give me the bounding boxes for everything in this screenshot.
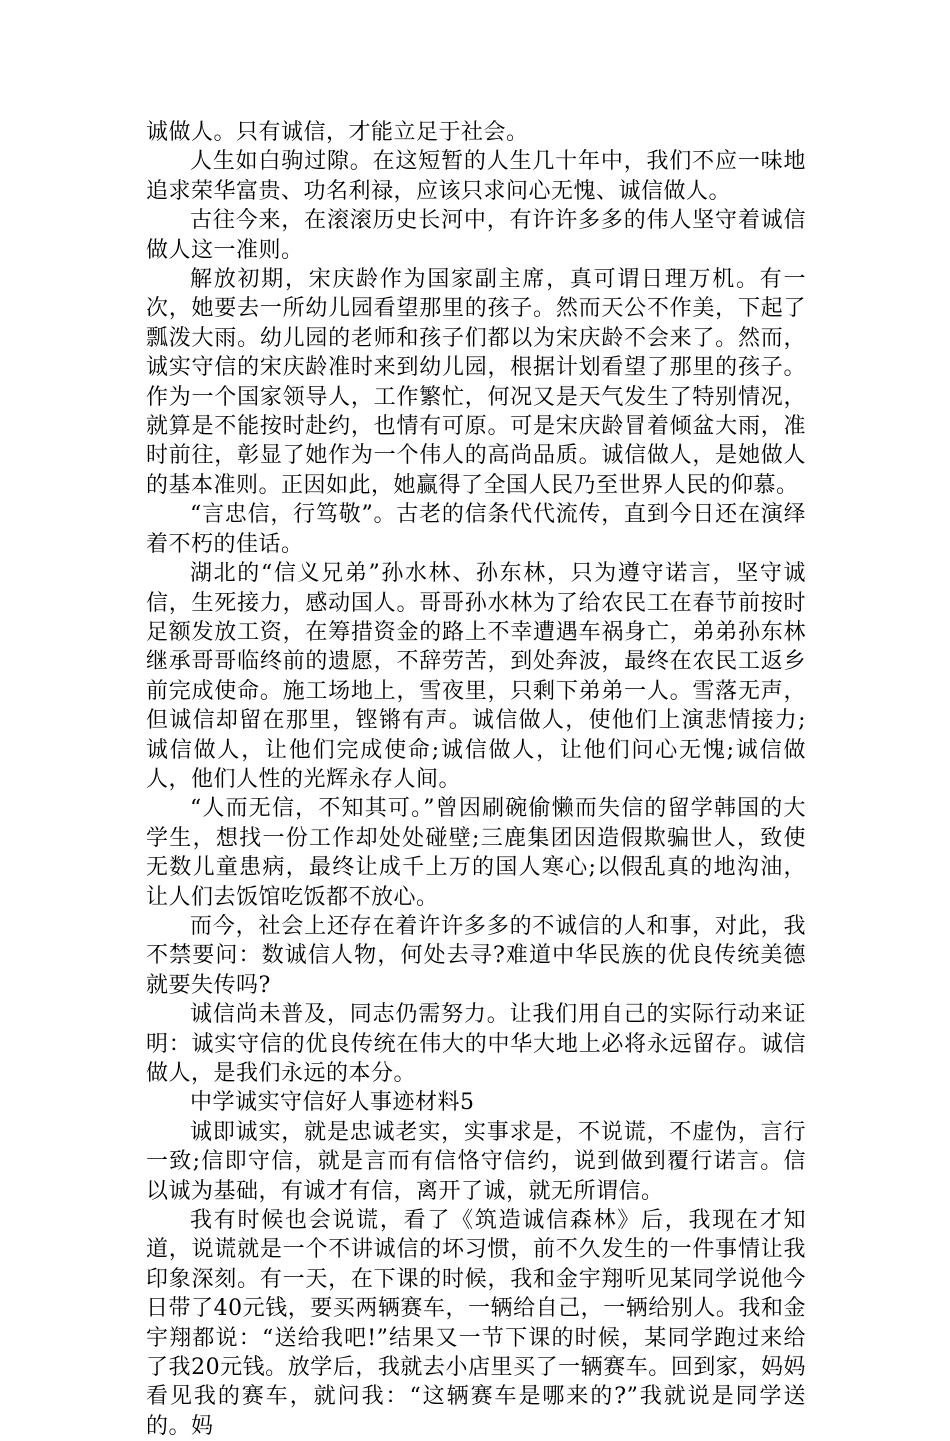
- paragraph: 人生如白驹过隙。在这短暂的人生几十年中，我们不应一味地追求荣华富贵、功名利禄，应该只求问心无愧、诚信做人。: [146, 149, 806, 204]
- paragraph: 古往今来，在滚滚历史长河中，有许许多多的伟人坚守着诚信做人这一准则。: [146, 208, 806, 263]
- paragraph: “人而无信，不知其可。”曾因刷碗偷懒而失信的留学韩国的大学生，想找一份工作却处处碰壁;三鹿集团因造假欺骗世人，致使无数儿童患病，最终让成千上万的国人寒心;以假乱真的地沟油，让人们去饭馆吃饭都不放心。: [146, 796, 806, 910]
- paragraph: 解放初期，宋庆龄作为国家副主席，真可谓日理万机。有一次，她要去一所幼儿园看望那里的孩子。然而天公不作美，下起了瓢泼大雨。幼儿园的老师和孩子们都以为宋庆龄不会来了。然而，诚实守信的宋庆龄准时来到幼儿园，根据计划看望了那里的孩子。作为一个国家领导人，工作繁忙，何况又是天气发生了特别情况，就算是不能按时赴约，也情有可原。可是宋庆龄冒着倾盆大雨，准时前往，彰显了她作为一个伟人的高尚品质。诚信做人，是她做人的基本准则。正因如此，她赢得了全国人民乃至世界人民的仰慕。: [146, 267, 806, 498]
- document-body: [146, 118, 806, 1441]
- section-heading: 中学诚实守信好人事迹材料5: [190, 1090, 475, 1116]
- paragraph: 湖北的“信义兄弟”孙水林、孙东林，只为遵守诺言，坚守诚信，生死接力，感动国人。哥哥孙水林为了给农民工在春节前按时足额发放工资，在筹措资金的路上不幸遭遇车祸身亡，弟弟孙东林继承哥哥临终前的遗愿，不辞劳苦，到处奔波，最终在农民工返乡前完成使命。施工场地上，雪夜里，只剩下弟弟一人。雪落无声，但诚信却留在那里，铿锵有声。诚信做人，使他们上演悲情接力;诚信做人，让他们完成使命;诚信做人，让他们问心无愧;诚信做人，他们人性的光辉永存人间。: [146, 561, 806, 792]
- paragraph: 而今，社会上还存在着许许多多的不诚信的人和事，对此，我不禁要问：数诚信人物，何处去寻?难道中华民族的优良传统美德就要失传吗?: [146, 913, 806, 998]
- paragraph: 我有时候也会说谎，看了《筑造诚信森林》后，我现在才知道，说谎就是一个不讲诚信的坏习惯，前不久发生的一件事情让我印象深刻。有一天，在下课的时候，我和金宇翔听见某同学说他今日带了40元钱，要买两辆赛车，一辆给自己，一辆给别人。我和金宇翔都说：“送给我吧!”结果又一节下课的时候，某同学跑过来给了我20元钱。放学后，我就去小店里买了一辆赛车。回到家，妈妈看见我的赛车，就问我：“这辆赛车是哪来的?”我就说是同学送的。妈: [146, 1208, 806, 1439]
- paragraph: 诚做人。只有诚信，才能立足于社会。: [146, 120, 529, 145]
- paragraph: 诚信尚未普及，同志仍需努力。让我们用自己的实际行动来证明：诚实守信的优良传统在伟大的中华大地上必将永远留存。诚信做人，是我们永远的本分。: [146, 1002, 806, 1086]
- paragraph: “言忠信，行笃敬”。古老的信条代代流传，直到今日还在演绎着不朽的佳话。: [146, 502, 806, 557]
- paragraph: 诚即诚实，就是忠诚老实，实事求是，不说谎，不虚伪，言行一致;信即守信，就是言而有信恪守信约，说到做到覆行诺言。信以诚为基础，有诚才有信，离开了诚，就无所谓信。: [146, 1119, 806, 1204]
